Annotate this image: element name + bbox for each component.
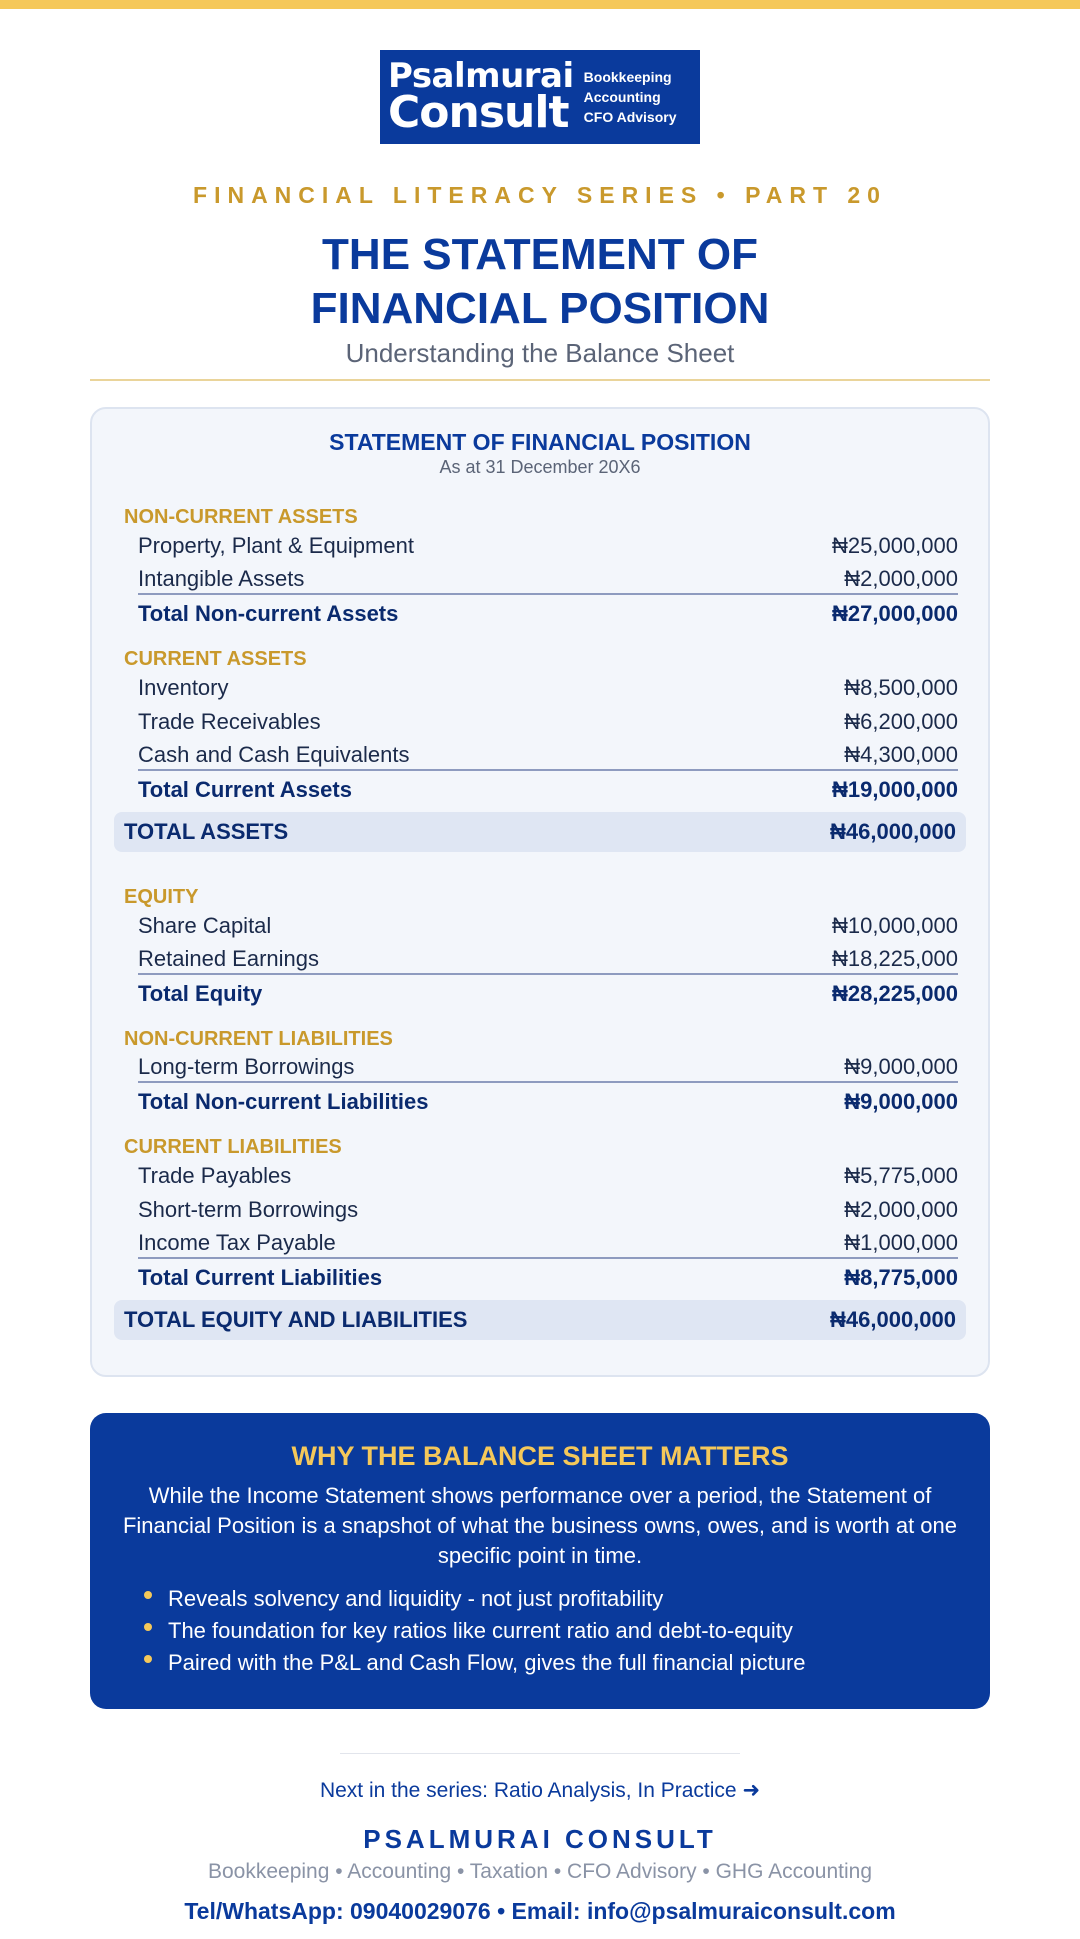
- line-item: [138, 1195, 958, 1225]
- bullet-dot-icon: [144, 1591, 152, 1599]
- line-item: [138, 707, 958, 737]
- footer-brand: PSALMURAI CONSULT: [363, 1824, 717, 1854]
- logo-tag: Accounting: [583, 89, 661, 105]
- grand-total-value: ₦46,000,000: [830, 819, 956, 844]
- line-item: [138, 1161, 958, 1191]
- line-item-value: ₦8,500,000: [844, 675, 958, 700]
- why-bullet-list: [144, 1583, 964, 1679]
- why-text: While the Income Statement shows performance over a period, the Statement of Financial Position is a snapshot of what the business owns, owes, and is worth at one specific point in time.: [122, 1483, 958, 1568]
- logo-tagline: [584, 67, 677, 127]
- subtotal-value: ₦9,000,000: [844, 1089, 958, 1114]
- grand-total-label: TOTAL EQUITY AND LIABILITIES: [124, 1307, 468, 1332]
- bullet-text: The foundation for key ratios like current ratio and debt-to-equity: [168, 1618, 793, 1643]
- logo-tag: Bookkeeping: [583, 69, 672, 85]
- subtotal-label: Total Non-current Assets: [138, 601, 399, 626]
- subtotal-label: Total Non-current Liabilities: [138, 1089, 429, 1114]
- subtotal-row: [138, 599, 958, 629]
- line-item-label: Inventory: [138, 675, 229, 700]
- line-item-label: Cash and Cash Equivalents: [138, 742, 410, 767]
- line-item-value: ₦4,300,000: [844, 742, 958, 767]
- line-item: [138, 1229, 958, 1259]
- bullet-text: Paired with the P&L and Cash Flow, gives the full financial picture: [168, 1650, 806, 1675]
- footer-contact: Tel/WhatsApp: 09040029076 • Email: info@psalmuraiconsult.com: [184, 1898, 896, 1924]
- grand-total-label: TOTAL ASSETS: [124, 819, 289, 844]
- next-in-series: Next in the series: Ratio Analysis, In Practice ➜: [319, 1779, 761, 1802]
- logo-line2: Consult: [388, 87, 569, 138]
- header-divider: [90, 379, 990, 381]
- company-logo: [380, 50, 700, 144]
- subtotal-row: [138, 1087, 958, 1117]
- line-item-value: ₦2,000,000: [844, 1197, 958, 1222]
- bullet-dot-icon: [144, 1623, 152, 1631]
- line-item-label: Long-term Borrowings: [138, 1054, 355, 1079]
- line-item-value: ₦9,000,000: [844, 1054, 958, 1079]
- line-item-label: Short-term Borrowings: [138, 1197, 359, 1222]
- list-item: [144, 1615, 964, 1647]
- page-title: [0, 228, 1080, 336]
- line-item-label: Intangible Assets: [138, 566, 305, 591]
- footer-divider: [340, 1753, 740, 1754]
- line-item-value: ₦5,775,000: [844, 1163, 958, 1188]
- subtotal-label: Total Current Liabilities: [138, 1265, 383, 1290]
- subtotal-value: ₦28,225,000: [832, 981, 958, 1006]
- subtotal-label: Total Equity: [138, 981, 263, 1006]
- line-item: [138, 945, 958, 975]
- list-item: [144, 1647, 964, 1679]
- line-item-label: Share Capital: [138, 913, 272, 938]
- line-item-label: Property, Plant & Equipment: [138, 533, 414, 558]
- page-subtitle: Understanding the Balance Sheet: [345, 338, 735, 368]
- total-assets-row: [114, 812, 966, 852]
- logo-wordmark: [388, 56, 574, 138]
- line-item: [138, 1053, 958, 1083]
- line-item: [138, 673, 958, 703]
- line-item: [138, 565, 958, 595]
- statement-card: [90, 407, 990, 1377]
- section-heading: CURRENT LIABILITIES: [124, 1136, 342, 1158]
- total-equity-liabilities-row: [114, 1300, 966, 1340]
- logo-line1: Psalmurai: [388, 56, 574, 96]
- title-line1: THE STATEMENT OF: [322, 230, 758, 279]
- subtotal-value: ₦19,000,000: [832, 777, 958, 802]
- top-accent-bar: [0, 0, 1080, 9]
- subtotal-row: [138, 775, 958, 805]
- line-item-value: ₦18,225,000: [832, 946, 958, 971]
- why-it-matters-panel: [90, 1413, 990, 1709]
- section-heading: NON-CURRENT ASSETS: [124, 506, 358, 528]
- line-item: [138, 911, 958, 941]
- title-line2: FINANCIAL POSITION: [310, 284, 770, 333]
- line-item-label: Trade Receivables: [138, 709, 321, 734]
- subtotal-value: ₦8,775,000: [844, 1265, 958, 1290]
- line-item-value: ₦1,000,000: [844, 1230, 958, 1255]
- line-item-label: Trade Payables: [138, 1163, 292, 1188]
- section-heading: NON-CURRENT LIABILITIES: [124, 1028, 393, 1050]
- subtotal-row: [138, 1263, 958, 1293]
- subtotal-value: ₦27,000,000: [832, 601, 958, 626]
- bullet-text: Reveals solvency and liquidity - not just profitability: [168, 1586, 664, 1611]
- line-item-value: ₦10,000,000: [832, 913, 958, 938]
- line-item-label: Retained Earnings: [138, 946, 320, 971]
- line-item-label: Income Tax Payable: [138, 1230, 336, 1255]
- bullet-dot-icon: [144, 1655, 152, 1663]
- logo-tag: CFO Advisory: [583, 109, 677, 125]
- section-heading: EQUITY: [124, 886, 199, 908]
- series-label: FINANCIAL LITERACY SERIES • PART 20: [193, 182, 887, 208]
- line-item-value: ₦25,000,000: [832, 533, 958, 558]
- line-item-value: ₦6,200,000: [844, 709, 958, 734]
- grand-total-value: ₦46,000,000: [830, 1307, 956, 1332]
- section-heading: CURRENT ASSETS: [124, 648, 307, 670]
- why-title: WHY THE BALANCE SHEET MATTERS: [291, 1441, 789, 1471]
- subtotal-row: [138, 979, 958, 1009]
- statement-title: STATEMENT OF FINANCIAL POSITION: [329, 429, 751, 455]
- line-item: [138, 741, 958, 771]
- line-item: [138, 531, 958, 561]
- footer-services: Bookkeeping • Accounting • Taxation • CFO Advisory • GHG Accounting: [207, 1860, 873, 1883]
- statement-date: As at 31 December 20X6: [439, 457, 641, 477]
- subtotal-label: Total Current Assets: [138, 777, 352, 802]
- list-item: [144, 1583, 964, 1615]
- line-item-value: ₦2,000,000: [844, 566, 958, 591]
